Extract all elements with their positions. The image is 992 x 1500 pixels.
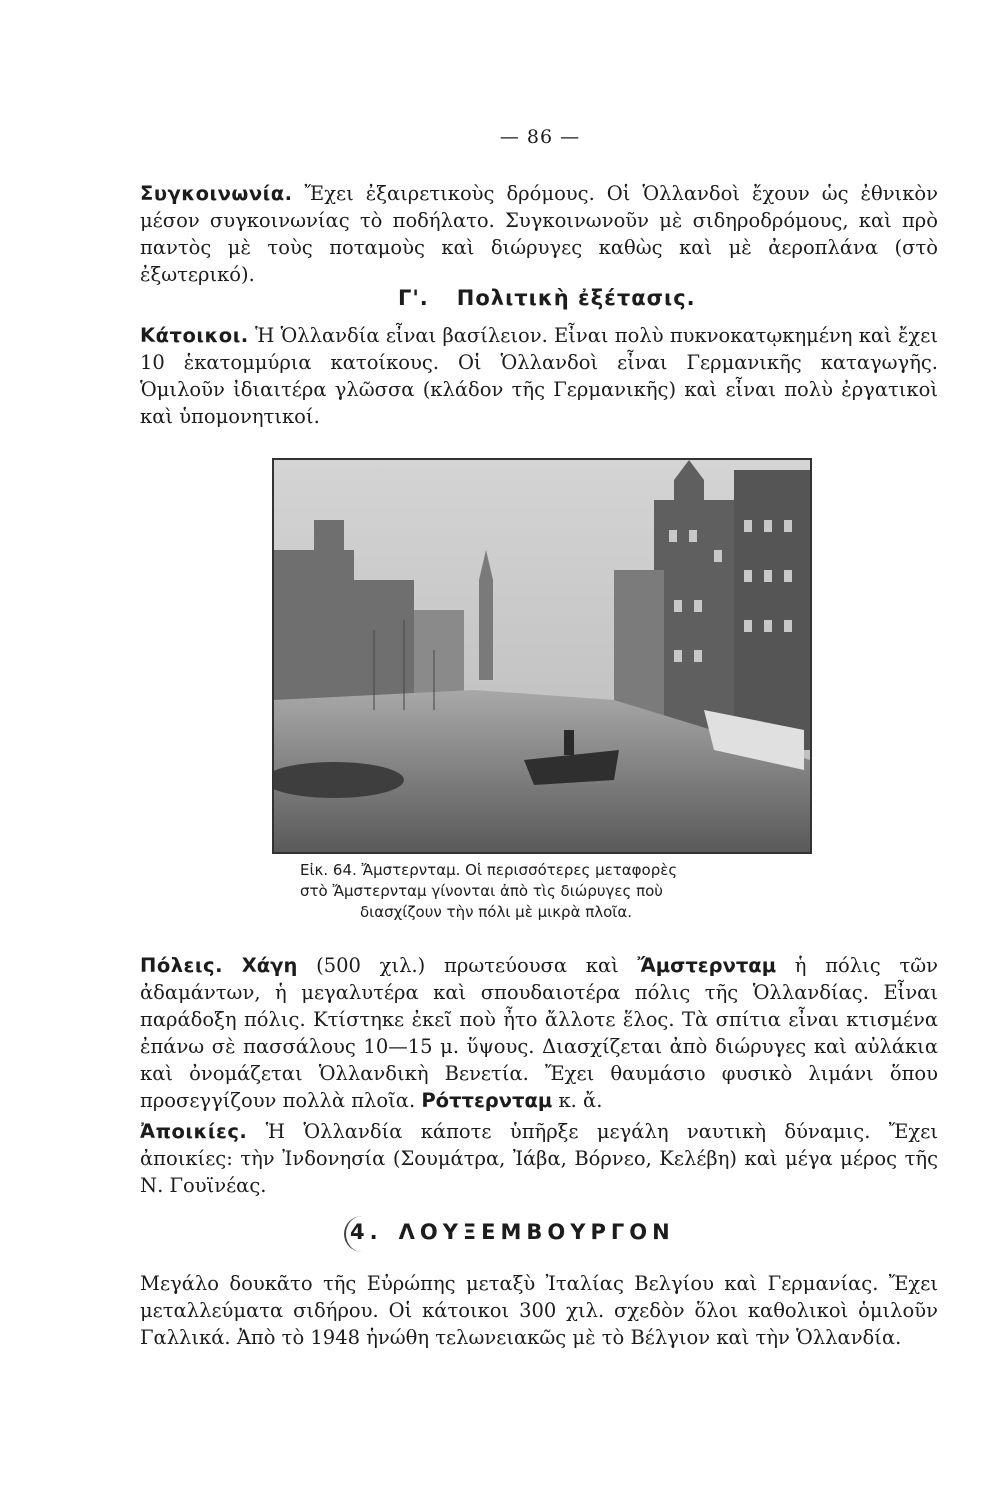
chapter-number: 4. [350,1220,383,1244]
amsterdam-name: Ἄμστερνταμ [637,954,777,977]
cities-text-1: (500 χιλ.) πρωτεύουσα καὶ [316,954,619,977]
cities-text-3: κ. ἄ. [558,1089,603,1112]
inhabitants-paragraph [140,322,938,430]
section-title: Πολιτικὴ ἐξέτασις. [456,286,696,310]
rotterdam-name: Ρόττερνταμ [421,1089,553,1112]
communication-heading: Συγκοινωνία. [140,182,293,205]
inhabitants-heading: Κάτοικοι. [140,324,249,347]
cities-paragraph [140,952,938,1114]
colonies-paragraph [140,1118,938,1199]
luxembourg-heading [350,1220,675,1244]
cities-heading: Πόλεις. [140,954,223,977]
luxembourg-text: Μεγάλο δουκᾶτο τῆς Εὐρώπης μεταξὺ Ἰταλίας Βελγίου καὶ Γερμανίας. Ἔχει μεταλλεύματα σιδήρου. Οἱ κάτοικοι 300 χιλ. σχεδὸν ὅλοι καθολικοὶ ὁμιλοῦν Γαλλικά. Ἀπὸ τὸ 1948 ἡνώθη τελωνειακῶς μὲ τὸ Βέλγιον καὶ τὴν Ὁλλανδία. [140,1272,938,1349]
caption-line-2: στὸ Ἄμστερνταμ γίνονται ἀπὸ τὶς διώρυγες ποὺ [300,882,663,900]
political-section-heading [398,286,724,310]
colonies-heading: Ἀποικίες. [140,1120,248,1143]
chapter-title: ΛΟΥΞΕΜΒΟΥΡΓΟΝ [398,1220,675,1244]
luxembourg-paragraph [140,1270,938,1351]
amsterdam-canal-photo [272,458,812,854]
figure-caption [300,860,800,923]
cities-text-2: ἡ πόλις τῶν ἀδαμάντων, ἡ μεγαλυτέρα καὶ σπουδαιοτέρα πόλις τῆς Ὁλλανδίας. Εἶναι παράδοξη πόλις. Κτίστηκε ἐκεῖ ποὺ ἦτο ἄλλοτε ἕλος. Τὰ σπίτια εἶναι κτισμένα ἐπάνω σὲ πασσάλους 10—15 μ. ὕψους. Διασχίζεται ἀπὸ διώρυγες καὶ αὐλάκια καὶ ὀνομάζεται Ὁλλανδικὴ Βενετία. Ἔχει θαυμάσιο φυσικὸ λιμάνι ὅπου προσεγγίζουν πολλὰ πλοῖα. [140,954,938,1112]
caption-line-3: διασχίζουν τὴν πόλι μὲ μικρὰ πλοῖα. [360,903,633,921]
page-number: — 86 — [499,126,581,148]
colonies-text: Ἡ Ὁλλανδία κάποτε ὑπῆρξε μεγάλη ναυτικὴ δύναμις. Ἔχει ἀποικίες: τὴν Ἰνδονησία (Σουμάτρα, Ἰάβα, Βόρνεο, Κελέβη) καὶ μέγα μέρος τῆς Ν. Γουϊνέας. [140,1120,938,1197]
communication-paragraph [140,180,938,288]
inhabitants-text: Ἡ Ὁλλανδία εἶναι βασίλειον. Εἶναι πολὺ πυκνοκατῳκημένη καὶ ἔχει 10 ἑκατομμύρια κατοίκους. Οἱ Ὁλλανδοὶ εἶναι Γερμανικῆς καταγωγῆς. Ὁμιλοῦν ἰδιαιτέρα γλῶσσα (κλάδον τῆς Γερμανικῆς) καὶ εἶναι πολὺ ἐργατικοὶ καὶ ὑπομονητικοί. [140,324,939,428]
caption-line-1: Εἰκ. 64. Ἄμστερνταμ. Οἱ περισσότερες μεταφορὲς [300,861,678,879]
communication-text: Ἔχει ἐξαιρετικοὺς δρόμους. Οἱ Ὁλλανδοὶ ἔχουν ὡς ἐθνικὸν μέσον συγκοινωνίας τὸ ποδήλατο. Συγκοινωνοῦν μὲ σιδηροδρόμους, καὶ πρὸ παντὸς μὲ τοὺς ποταμοὺς καὶ διώρυγες καθὼς καὶ μὲ ἀεροπλάνα (στὸ ἐξωτερικό). [140,182,938,286]
hague-name: Χάγη [241,954,298,977]
canal-photo-illustration [274,460,810,852]
section-letter: Γ'. [398,286,429,310]
